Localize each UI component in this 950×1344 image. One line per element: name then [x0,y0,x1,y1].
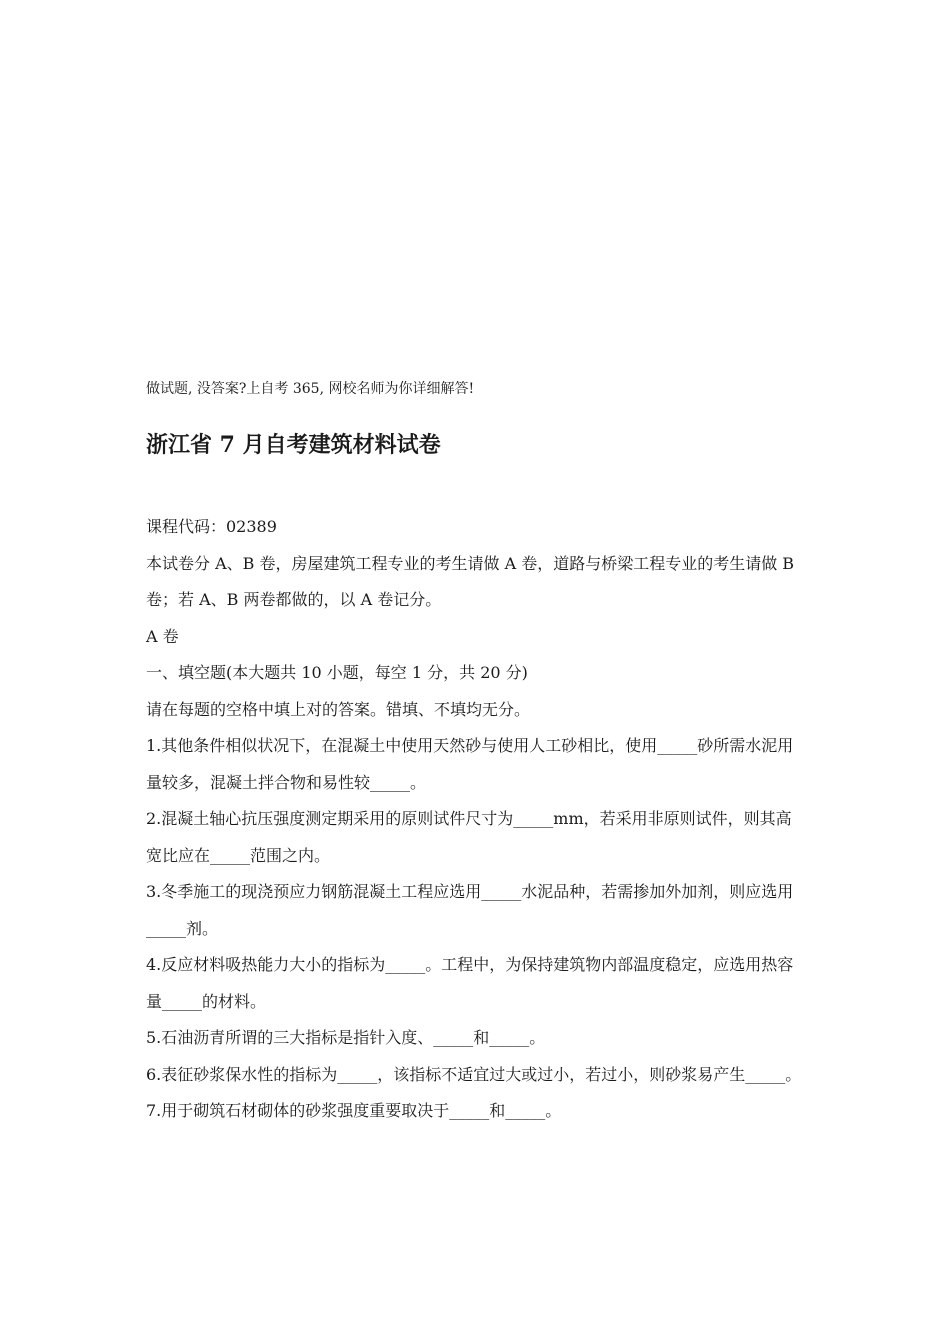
question-1: 1.其他条件相似状况下，在混凝土中使用天然砂与使用人工砂相比，使用_____砂所需水泥用量较多，混凝土拌合物和易性较_____。 [146,736,794,792]
section-heading-a: A 卷 [146,626,179,646]
part-instructions: 请在每题的空格中填上对的答案。错填、不填均无分。 [146,699,531,719]
page-title: 浙江省 7 月自考建筑材料试卷 [146,432,441,458]
question-6: 6.表征砂浆保水性的指标为_____，该指标不适宜过大或过小，若过小，则砂浆易产生_____。 [146,1064,802,1084]
part-heading-fill-blank: 一、填空题(本大题共 10 小题，每空 1 分，共 20 分) [146,663,528,682]
course-code: 课程代码：02389 [146,517,277,536]
document-body [146,509,806,1130]
question-4: 4.反应材料吸热能力大小的指标为_____。工程中，为保持建筑物内部温度稳定，应选用热容量_____的材料。 [146,955,794,1011]
question-5: 5.石油沥青所谓的三大指标是指针入度、_____和_____。 [146,1028,546,1047]
promo-line: 做试题, 没答案?上自考 365, 网校名师为你详细解答! [146,381,475,397]
question-3: 3.冬季施工的现浇预应力钢筋混凝土工程应选用_____水泥品种，若需掺加外加剂，则应选用_____剂。 [146,882,794,938]
question-2: 2.混凝土轴心抗压强度测定期采用的原则试件尺寸为_____mm，若采用非原则试件，则其高宽比应在_____范围之内。 [146,809,792,865]
instructions-paragraph: 本试卷分 A、B 卷，房屋建筑工程专业的考生请做 A 卷，道路与桥梁工程专业的考生请做 B 卷；若 A、B 两卷都做的，以 A 卷记分。 [146,553,795,609]
question-7: 7.用于砌筑石材砌体的砂浆强度重要取决于_____和_____。 [146,1101,562,1120]
